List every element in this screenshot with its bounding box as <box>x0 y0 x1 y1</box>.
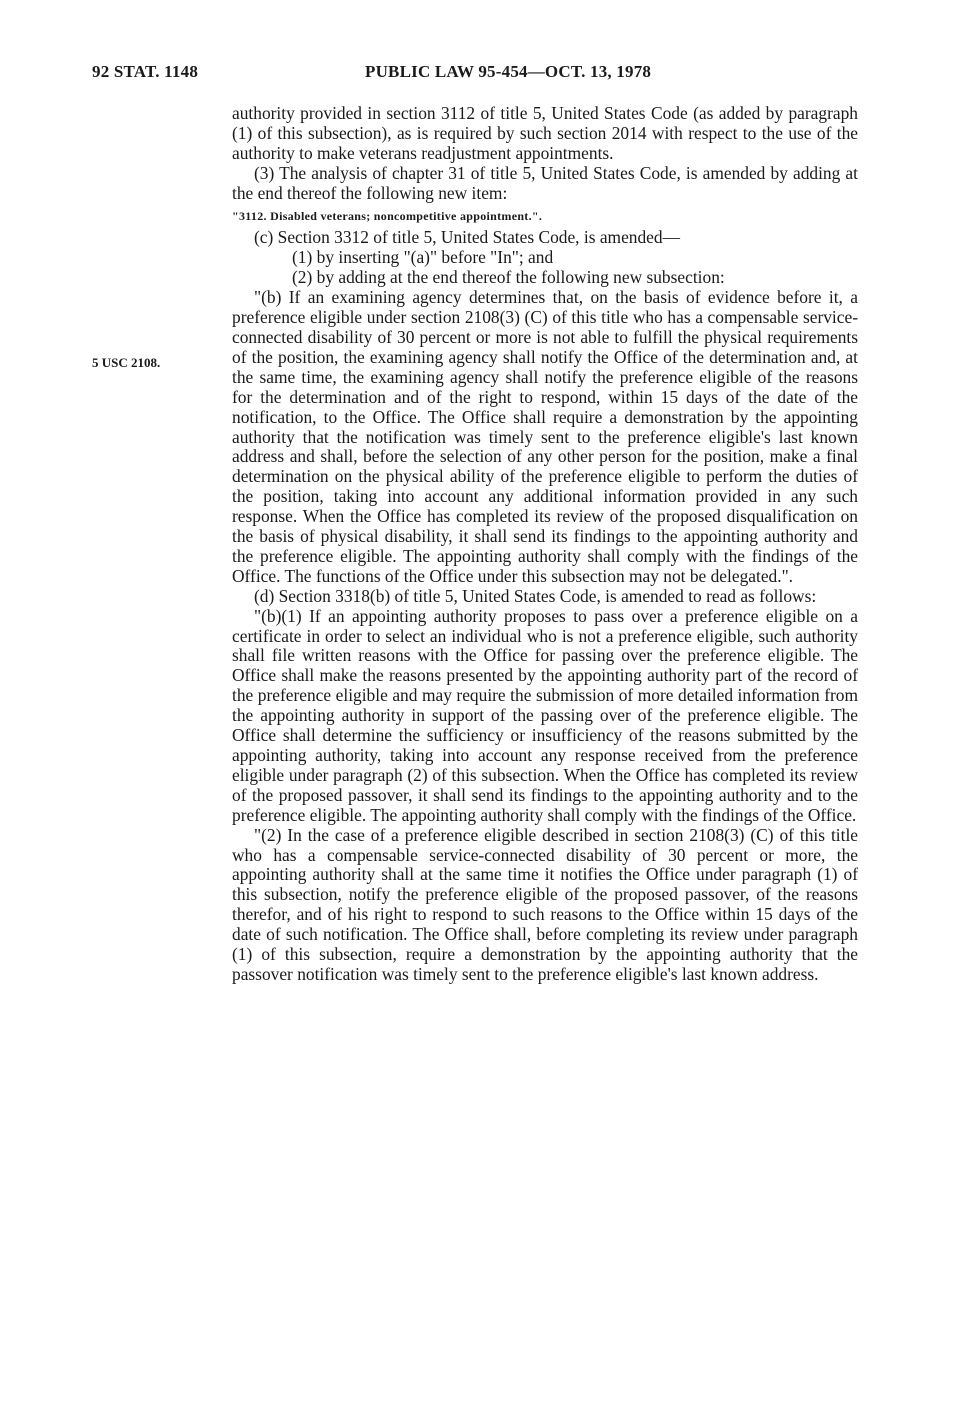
paragraph-3: (3) The analysis of chapter 31 of title 5, United States Code, is amended by adding at the end thereof the following new item: <box>232 162 858 203</box>
paragraph-d: (d) Section 3318(b) of title 5, United States Code, is amended to read as follows: <box>254 585 817 606</box>
subsection-b-1: "(b)(1) If an appointing authority proposes to pass over a preference eligible on a certificate in order to select an individual who is not a preference eligible, such authority shall file written reasons with the Office for passing over the preference eligible. The Office shall make the reasons presented by the appointing authority part of the record of the preference eligible and may require the submission of more detailed information from the appointing authority in support of the passing over of the preference eligible. The Office shall determine the sufficiency or insufficiency of the reasons submitted by the appointing authority, taking into account any response received from the preference eligible under paragraph (2) of this subsection. When the Office has completed its review of the proposed passover, it shall send its findings to the appointing authority and to the preference eligible. The appointing authority shall comply with the findings of the Office. <box>232 605 858 825</box>
page-reference: 92 STAT. 1148 <box>92 62 199 81</box>
paragraph-c: (c) Section 3312 of title 5, United States Code, is amended— <box>254 227 680 248</box>
paragraph-c-2: (2) by adding at the end thereof the following new subsection: <box>292 267 725 288</box>
paragraph-continuation: authority provided in section 3112 of title 5, United States Code (as added by paragraph (1) of this subsection), as is required by such section 2014 with respect to the use of the authority to make veterans readjustment appointments. <box>232 103 858 163</box>
main-text <box>232 104 858 985</box>
margin-note-usc: 5 USC 2108. <box>92 355 161 370</box>
paragraph-c-1: (1) by inserting "(a)" before "In"; and <box>292 247 554 268</box>
subsection-b: "(b) If an examining agency determines that, on the basis of evidence before it, a preference eligible under section 2108(3) (C) of this title who has a compensable service-connected disability of 30 percent or more is not able to fulfill the physical requirements of the position, the examining agency shall notify the Office of the determination and, at the same time, the examining agency shall notify the preference eligible of the reasons for the determination and of the right to respond, within 15 days of the date of the notification, to the Office. The Office shall require a demonstration by the appointing authority that the notification was timely sent to the preference eligible's last known address and shall, before the selection of any other person for the position, make a final determination on the physical ability of the preference eligible to perform the duties of the position, taking into account any additional information provided in any such response. When the Office has completed its review of the proposed disqualification on the basis of physical disability, it shall send its findings to the appointing authority and the preference eligible. The appointing authority shall comply with the findings of the Office. The functions of the Office under this subsection may not be delegated.". <box>232 287 858 586</box>
subsection-b-2: "(2) In the case of a preference eligible described in section 2108(3) (C) of this title who has a compensable service-connected disability of 30 percent or more, the appointing authority shall at the same time it notifies the Office under paragraph (1) of this subsection, notify the preference eligible of the proposed passover, of the reasons therefor, and of his right to respond to such reasons to the Office within 15 days of the date of such notification. The Office shall, before completing its review under paragraph (1) of this subsection, require a demonstration by the appointing authority that the passover notification was timely sent to the preference eligible's last known address. <box>232 824 858 984</box>
running-head: PUBLIC LAW 95-454—OCT. 13, 1978 <box>365 62 652 81</box>
analysis-item: "3112. Disabled veterans; noncompetitive appointment.". <box>232 208 543 223</box>
